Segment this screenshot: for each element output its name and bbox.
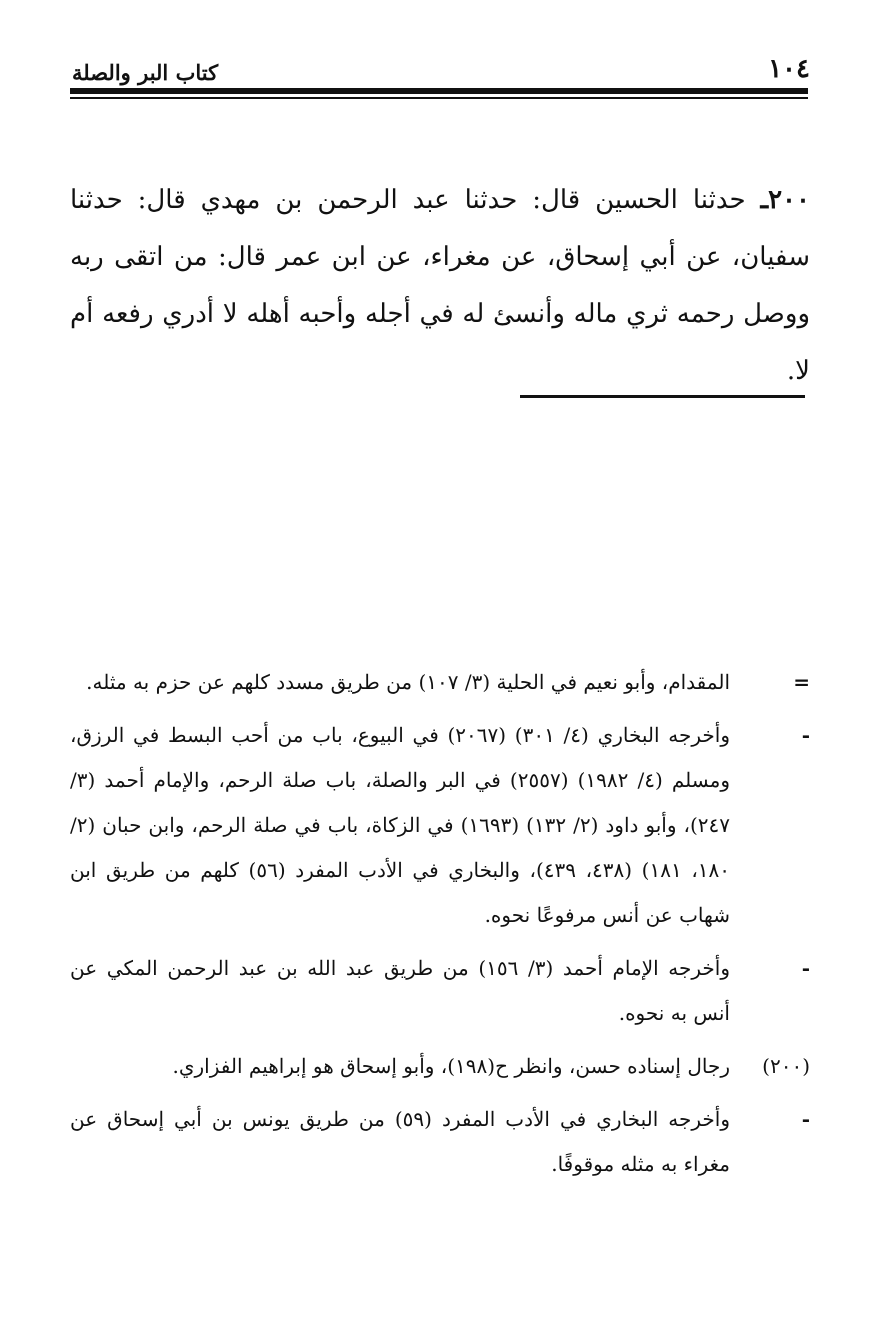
page-header <box>70 50 810 92</box>
footnote-number: (٢٠٠) <box>762 1054 810 1078</box>
footnote-separator <box>520 395 805 398</box>
hadith-number: ٢٠٠ـ <box>760 185 810 215</box>
footnote <box>70 1097 810 1187</box>
hadith-text: حدثنا الحسين قال: حدثنا عبد الرحمن بن مهدي قال: حدثنا سفيان، عن أبي إسحاق، عن مغراء، عن ابن عمر قال: من اتقى ربه ووصل رحمه ثري ماله وأنسئ له في أجله وأحبه أهله لا أدري رفعه أم لا. <box>70 185 810 386</box>
footnote-text: وأخرجه الإمام أحمد (٣/ ١٥٦) من طريق عبد الله بن عبد الرحمن المكي عن أنس به نحوه. <box>70 956 730 1025</box>
header-rule-thin <box>70 97 808 99</box>
footnote <box>70 660 810 705</box>
footnotes <box>70 660 810 1195</box>
footnote-marker: - <box>801 723 810 747</box>
footnote-marker: = <box>793 670 810 694</box>
page-number: ١٠٤ <box>768 54 810 84</box>
book-title: كتاب البر والصلة <box>72 60 219 85</box>
footnote-text: المقدام، وأبو نعيم في الحلية (٣/ ١٠٧) من طريق مسدد كلهم عن حزم به مثله. <box>86 670 730 694</box>
footnote-text: وأخرجه البخاري (٤/ ٣٠١) (٢٠٦٧) في البيوع، باب من أحب البسط في الرزق، ومسلم (٤/ ١٩٨٢) (٢٥٥٧) في البر والصلة، باب صلة الرحم، والإمام أحمد (٣/ ٢٤٧)، وأبو داود (٢/ ١٣٢) (١٦٩٣) في الزكاة، باب في صلة الرحم، وابن حبان (٢/ ١٨٠، ١٨١) (٤٣٨، ٤٣٩)، والبخاري في الأدب المفرد (٥٦) كلهم من طريق ابن شهاب عن أنس مرفوعًا نحوه. <box>70 723 731 927</box>
footnote-text: وأخرجه البخاري في الأدب المفرد (٥٩) من طريق يونس بن أبي إسحاق عن مغراء به مثله موقوفًا. <box>70 1107 730 1176</box>
footnote-marker: - <box>801 1107 810 1131</box>
footnote <box>70 1044 810 1089</box>
footnote <box>70 713 810 938</box>
footnote-text: رجال إسناده حسن، وانظر ح(١٩٨)، وأبو إسحاق هو إبراهيم الفزاري. <box>172 1054 730 1078</box>
hadith-paragraph <box>70 172 810 400</box>
footnote <box>70 946 810 1036</box>
header-rule <box>70 88 808 94</box>
footnote-marker: - <box>801 956 810 980</box>
